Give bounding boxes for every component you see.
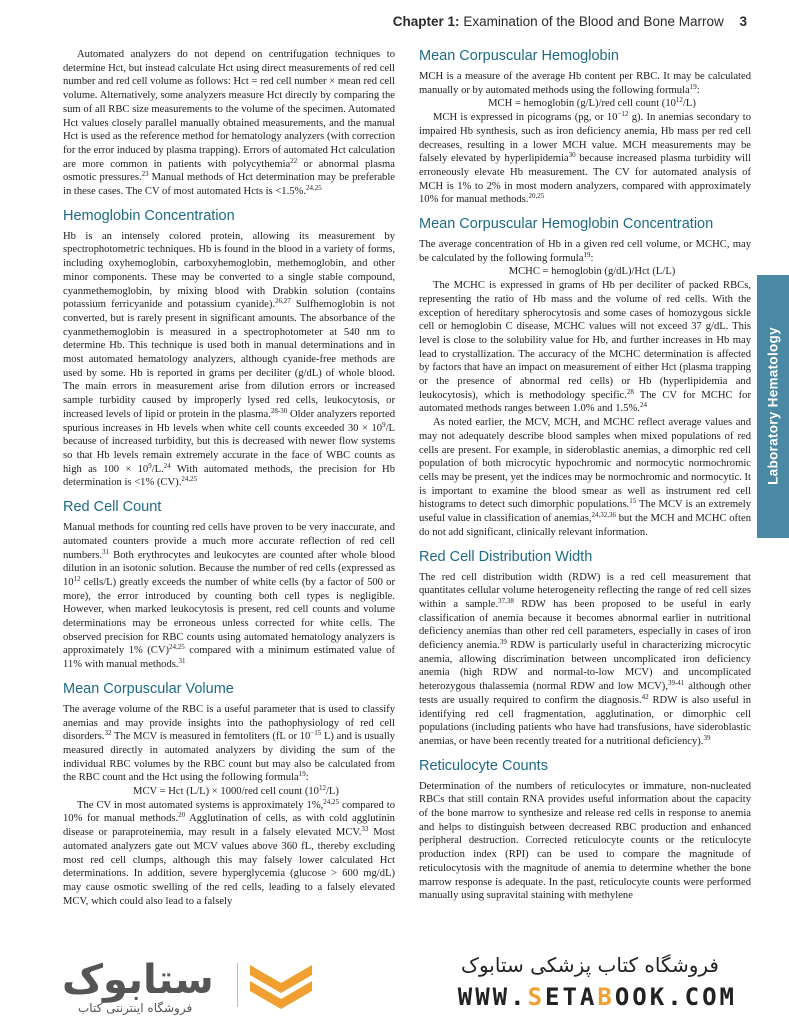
formula-mch: MCH = hemoglobin (g/L)/red cell count $(10^{12}/L)$ bbox=[488, 96, 696, 110]
left-column bbox=[63, 48, 395, 908]
logo-subtitle: فروشگاه اینترنتی کتاب bbox=[78, 1001, 193, 1015]
paragraph-indices-limitations: As noted earlier, the MCV, MCH, and MCHC reflect average values and may not adequately describe blood samples when mixed populations of red cells are present. For example, in sideroblastic anemias, a dimorphic red cell population of both microcytic hypochromic and normocytic normochromic cells may be present, yet the indices may be normochromic and normocytic. It is important to examine the blood smear as well as instrument red cell histograms to detect such dimorphic populations.$^{15}$ The MCV is an extremely useful value in classification of anemias,$^{24,32,36}$ but the MCH and MCHC often do not add significant, clinically relevant information. bbox=[419, 417, 752, 538]
heading-red-cell-distribution-width: Red Cell Distribution Width bbox=[419, 548, 593, 565]
header-text bbox=[393, 14, 747, 29]
chapter-label: Chapter 1: bbox=[392, 14, 460, 29]
paragraph-mchc: The average concentration of Hb in a given red cell volume, or MCHC, may be calculated by the following formula$^{19}$: bbox=[419, 239, 751, 264]
paragraph-rdw: The red cell distribution width (RDW) is a red cell measurement that quantitates cellular volume heterogeneity reflecting the range of red cell sizes within a sample.$^{37,38}$ RDW has been proposed to be useful in early classification of anemia because it becomes abnormal earlier in nutritional deficiency anemias than other red cell parameters, especially in cases of iron deficiency anemia.$^{39}$ RDW is particularly useful in characterizing microcytic anemia, allowing discrimination between uncomplicated iron deficiency anemia (high RDW and normal-to-low MCV) and uncomplicated heterozygous thalassemia (normal RDW and low MCV),$^{39-41}$ although other tests are usually required to confirm the diagnosis.$^{42}$ RDW is also useful in identifying red cell fragmentation, agglutination, or dimorphic cell populations (including patients who have had transfusions, have sideroblastic anemias, or have been recently treated for a nutritional deficiency).$^{39}$ bbox=[419, 571, 751, 747]
paragraph-red-cell-count: Manual methods for counting red cells have proven to be very inaccurate, and automated counters provide a much more accurate reflection of red cell numbers.$^{31}$ Both erythrocytes and leukocytes are counted after whole blood dilution in an isotonic solution. Because the number of red cells (expressed as $10^{12}$ cells/L) greatly exceeds the number of white cells (by a factor of 500 or more), the error introduced by counting both cell types is negligible. However, when marked leukocytosis is present, red cell counts and volume determinations may be erroneous unless corrected for white cells. The observed precision for RBC counts using automated hematology analyzers is approximately 1% (CV)$^{24,25}$ compared with a minimum estimated value of 11% with manual methods.$^{31}$ bbox=[63, 522, 395, 671]
formula-mchc: MCHC = hemoglobin (g/dL)/Hct (L/L) bbox=[508, 266, 676, 278]
page-number: 3 bbox=[739, 14, 747, 29]
shop-name: فروشگاه کتاب پزشکی ستابوک bbox=[461, 953, 719, 977]
paragraph-reticulocyte: Determination of the numbers of reticulocytes or immature, non-nucleated RBCs that still contain RNA provides useful information about the capacity of the bone marrow to synthesize and release red cells in response to anemia and helps to distinguish between decreased RBC production and enhanced peripheral destruction. Corrected reticulocyte counts or the reticulocyte production index (RPI) can be used to compare the magnitude of reticulocytosis with the magnitude of anemia to determine whether the bone marrow response is adequate. In the past, reticulocyte counts were performed manually using supravital staining with methylene bbox=[419, 780, 751, 902]
setabook-logo bbox=[40, 957, 290, 1015]
right-column bbox=[419, 48, 751, 903]
paragraph-mchc-expression: The MCHC is expressed in grams of Hb per deciliter of packed RBCs, representing the ratio of Hb mass and the volume of red cells. With the exception of hereditary spherocytosis and some cases of homozygous sickle cell or hemoglobin C disease, MCHC values will not exceed 37 g/dL. This level is close to the solubility value for Hb, and further increases in Hb may lead to crystallization. The accuracy of the MCHC determination is affected by factors that have an impact on measurement of either Hct (plasma trapping or the presence of abnormal red cells) or Hb (hyperlipidemia and leukocytosis), which is methodology specific.$^{28}$ The CV for MCHC for automated methods ranges between 1.0% and 1.5%.$^{24}$ bbox=[419, 280, 752, 415]
side-tab-label: Laboratory Hematology bbox=[765, 327, 781, 485]
heading-red-cell-count: Red Cell Count bbox=[63, 499, 162, 516]
paragraph-hemoglobin: Hb is an intensely colored protein, allowing its measurement by spectrophotometric techniques. Hb is found in the blood in a variety of forms, including oxyhemoglobin, carboxyhemoglobin, methemoglobin, and other minor components. These may be converted to a single stable compound, cyanmethemoglobin, by mixing blood with Drabkin solution (contains potassium ferricyanide and potassium cyanide).$^{26,27}$ Sulfhemoglobin is not converted, but is rarely present in significant amounts. The absorbance of the cyanmethemoglobin is measured in a spectrophotometer at 540 nm to determine Hb. This technique is used both in manual determinations and in most automated hematology analyzers, although cyanide-free methods are used by some. Hb is reported in grams per deciliter (g/dL) of whole blood. The main errors in measurement arise from dilution errors or increased sample turbidity caused by improperly lysed red cells, leukocytosis, or increased levels of lipid or protein in the plasma.$^{28-30}$ Older analyzers reported spurious increases in Hb levels when white cell counts exceeded $30 \times 10^9/L$ because of increased turbidity, but this is decreased with newer flow systems so that Hb levels remain extremely accurate in the face of WBC counts as high as $100 \times 10^9/L.^{24}$ With automated methods, the precision for Hb determination is <1% (CV).$^{24,25}$ bbox=[63, 230, 395, 489]
chevron-logo-icon bbox=[246, 961, 316, 1013]
footer-banner bbox=[0, 943, 789, 1024]
paragraph-hct-automated: Automated analyzers do not depend on centrifugation techniques to determine Hct, but instead calculate Hct using direct measurements of red cell number and red cell volume as follows: Hct = red cell number × mean red cell volume. Alternatively, some analyzers measure Hct directly by comparing the sum of all RBC size measurements to the volume of the specimen. Automated Hct values closely parallel manually obtained measurements, and the manual Hct is used as the reference method for hematology analyzers (with correction for the error induced by plasma trapping). Errors of automated Hct calculation are more common in patients with polycythemia$^{22}$ or abnormal plasma osmotic pressures.$^{23}$ Manual methods of Hct determination may be preferable in these cases. The CV of most automated Hcts is <1.5%.$^{24,25}$ bbox=[63, 49, 395, 198]
heading-mean-corpuscular-hemoglobin: Mean Corpuscular Hemoglobin bbox=[419, 48, 619, 64]
paragraph-mch-units: MCH is expressed in picograms (pg, or $10^{-12}$ g). In anemias secondary to impaired Hb synthesis, such as iron deficiency anemia, Hb mass per red cell decreases, resulting in a lower MCH value. MCH measurements may be falsely elevated by hyperlipidemia$^{30}$ because increased plasma turbidity will erroneously elevate Hb measurement. The CV for automated analysis of MCH is 1% to 2% in most modern analyzers, compared with approximately 10% for manual methods.$^{20,25}$ bbox=[419, 110, 751, 206]
paragraph-mcv: The average volume of the RBC is a useful parameter that is used to classify anemias and may provide insights into the pathophysiology of red cell disorders.$^{32}$ The MCV is measured in femtoliters (fL or $10^{-15}$ L) and is usually measured directly in automated analyzers by dividing the sum of the individual RBC volumes by the RBC count but may also be calculated from the RBC count and the Hct using the following formula$^{19}$: bbox=[63, 703, 395, 784]
logo-wordmark: ستابوک bbox=[62, 957, 214, 1003]
heading-mchc: Mean Corpuscular Hemoglobin Concentration bbox=[419, 216, 714, 233]
heading-hemoglobin-concentration: Hemoglobin Concentration bbox=[63, 207, 235, 224]
heading-reticulocyte-counts: Reticulocyte Counts bbox=[419, 757, 548, 774]
chapter-title: Examination of the Blood and Bone Marrow bbox=[463, 14, 724, 29]
shop-url: WWW.SETABOOK.COM bbox=[457, 983, 737, 1011]
section-side-tab bbox=[757, 275, 789, 538]
formula-mcv: MCV = Hct (L/L) × 1000/red cell count $(10^{12}/L)$ bbox=[133, 784, 339, 798]
running-header bbox=[0, 14, 789, 34]
paragraph-mcv-cv: The CV in most automated systems is approximately 1%,$^{24,25}$ compared to 10% for manual methods.$^{20}$ Agglutination of cells, as with cold agglutinin disease or paraproteinemia, may result in a falsely elevated MCV.$^{33}$ Most automated analyzers gate out MCV values above 360 fL, thereby excluding most red cell clumps, although this may falsely lower calculated Hct determinations. In addition, severe hyperglycemia (glucose > 600 mg/dL) may cause osmotic swelling of the red cells, leading to a falsely elevated MCV, which could also lead to a falsely bbox=[63, 797, 395, 907]
heading-mean-corpuscular-volume: Mean Corpuscular Volume bbox=[63, 680, 234, 697]
paragraph-mch: MCH is a measure of the average Hb content per RBC. It may be calculated manually or by automated methods using the following formula$^{19}$: bbox=[419, 71, 751, 96]
logo-divider bbox=[237, 963, 238, 1007]
